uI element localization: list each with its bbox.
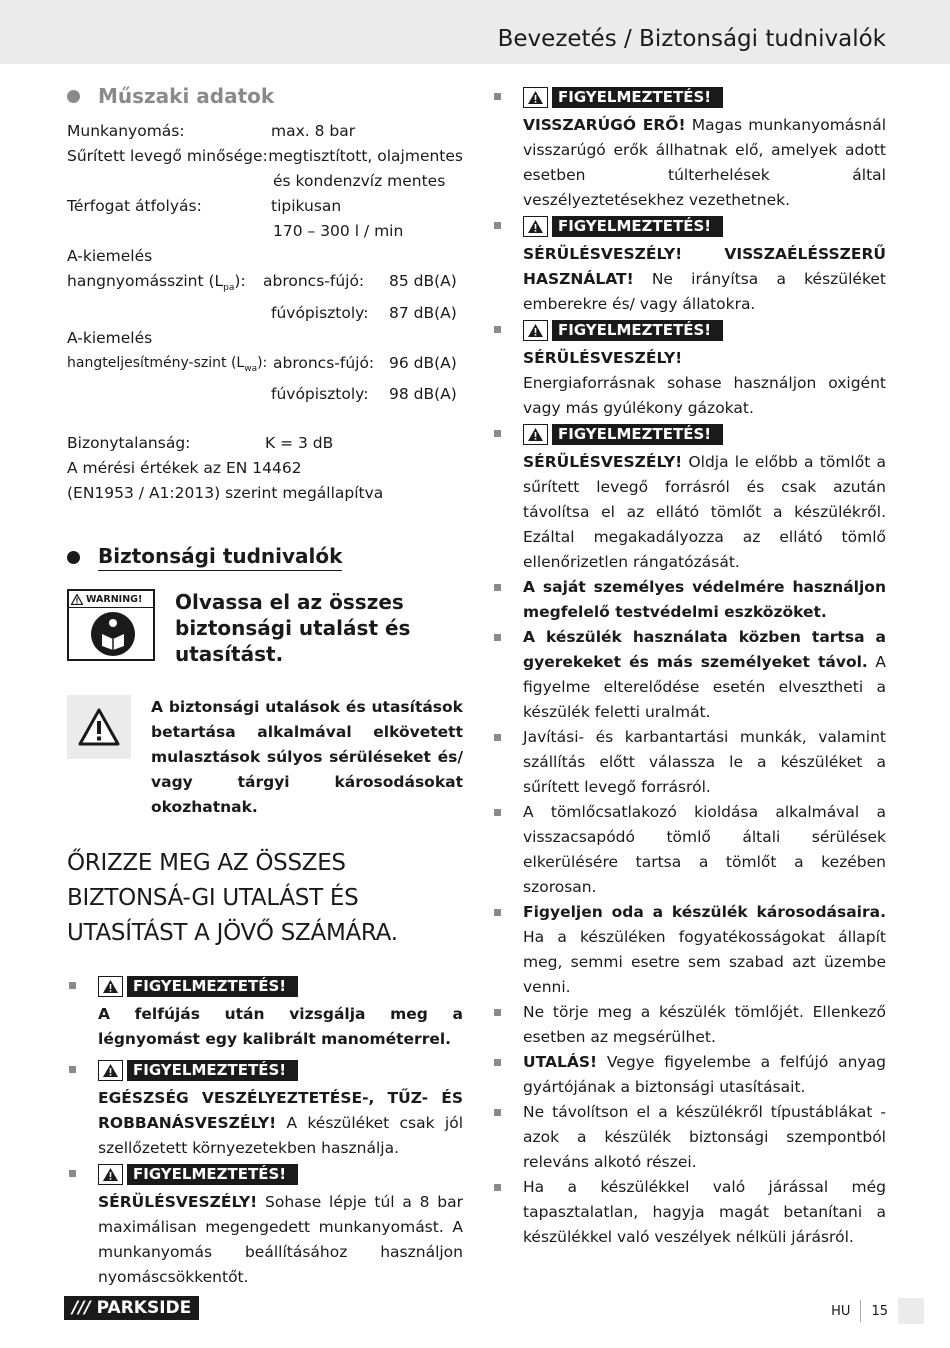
item-text: A figyelme elterelődése esetén elvesztheti a készülék feletti uralmát. [523,653,887,721]
noise-value: 87 dB(A) [389,304,457,322]
warning-triangle-icon [98,1164,123,1185]
item-bold: VISSZARÚGÓ ERŐ! [523,116,686,134]
tech-value: megtisztított, olajmentes [268,147,463,165]
warning-read-manual-icon [67,589,155,661]
list-item [67,1057,463,1161]
item-text: Ha a készülékkel való járással még tapasztalatlan, hagyja magát betanítani a készülékkel való veszélyek nélküli járásról. [523,1178,886,1246]
noise-device: abroncs-fújó: [263,272,365,290]
noise-label: hangnyomásszint (L [67,272,224,290]
list-item [492,900,886,1000]
tech-table [67,119,463,506]
logo-slashes: /// [72,1298,91,1318]
bullet-dot-icon [67,551,80,564]
item-bold: SÉRÜLÉSVESZÉLY! [98,1193,258,1211]
parkside-logo [64,1296,199,1320]
right-column [492,84,886,1250]
warning-tag-label: FIGYELMEZTETÉS! [552,216,723,237]
warning-tag [523,87,723,108]
warning-triangle-icon [523,87,548,108]
warning-tag [523,424,723,445]
list-item [492,625,886,725]
warning-tag [523,320,723,341]
safety-heading [67,544,463,571]
list-item [492,421,886,575]
tech-row [67,194,463,219]
noise-row [67,301,463,326]
logo-text: PARKSIDE [96,1298,192,1318]
tech-heading [67,84,463,109]
noise-value: 98 dB(A) [389,385,457,403]
noise-label-end: ): [257,355,268,371]
item-text: Ne irányítsa a készüléket emberekre és/ vagy állatokra. [523,270,886,313]
read-instructions-box [67,589,463,667]
list-item [492,213,886,317]
item-text: Oldja le előbb a tömlőt a sűrített levegő forrásról és csak azután távolítsa el az ellátó tömlőt a készülékről. Ezáltal megakadályozza az ellátó tömlő ellenőrizetlen rángatózását. [523,453,886,571]
tech-row [67,119,463,144]
page-number: 15 [871,1303,888,1319]
noise-value: 96 dB(A) [389,354,457,372]
item-bold: Figyeljen oda a készülék károsodásaira. [523,903,886,921]
item-bold: EGÉSZSÉG VESZÉLYEZTETÉSE-, TŰZ- ÉS ROBBANÁSVESZÉLY! [98,1089,463,1132]
left-column [67,84,463,1290]
item-bold: SÉRÜLÉSVESZÉLY! [523,453,683,471]
tech-value: és kondenzvíz mentes [273,172,446,190]
item-bold: A készülék használata közben tartsa a gyerekeket és más személyeket távol. [523,628,886,671]
list-item [67,1161,463,1290]
list-item [492,800,886,900]
tech-row [67,169,463,194]
safety-note-box [67,695,463,820]
item-text: Sohase lépje túl a 8 bar maximálisan megengedett munkanyomást. A munkanyomás beállításához használjon nyomáscsökkentőt. [98,1193,463,1286]
page-footer [0,1294,950,1324]
uncertainty-value: K = 3 dB [265,434,334,452]
keep-instructions-text: ŐRIZZE MEG AZ ÖSSZES BIZTONSÁ-GI UTALÁST ÉS UTASÍTÁST A JÖVŐ SZÁMÁRA. [67,850,398,946]
warning-triangle-icon [523,320,548,341]
tech-value: max. 8 bar [271,122,356,140]
tech-row [67,144,463,169]
warning-tag [98,976,298,997]
warning-tag-label: FIGYELMEZTETÉS! [127,976,298,997]
a-weighting-label: A-kiemelés [67,329,153,347]
warning-triangle-icon [523,216,548,237]
warning-tag-label: FIGYELMEZTETÉS! [552,424,723,445]
uncertainty-label: Bizonytalanság: [67,434,191,452]
list-item [492,1050,886,1100]
list-item [67,973,463,1052]
warning-tag-label: FIGYELMEZTETÉS! [127,1060,298,1081]
tech-title: Műszaki adatok [98,84,275,108]
left-warning-list [67,973,463,1290]
item-text: A készüléket csak jól szellőzetett környezetekben használja. [98,1114,463,1157]
item-bold: SÉRÜLÉSVESZÉLY! [523,349,683,367]
item-text: Ha a készüléken fogyatékosságokat állapít meg, semmi esetre sem szabad azt üzembe venni. [523,928,886,996]
warning-tag [98,1060,298,1081]
safety-note-text: A biztonsági utalások és utasítások betartása alkalmával elkövetett mulasztások súlyos sérüléseket és/ vagy tárgyi károsodásokat okozhatnak. [151,698,463,816]
warning-triangle-icon [98,1060,123,1081]
measurement-note: (EN1953 / A1:2013) szerint megállapítva [67,484,384,502]
item-bold: SÉRÜLÉSVESZÉLY! VISSZAÉLÉSSZERŰ HASZNÁLAT! [523,245,886,288]
tech-key: Munkanyomás: [67,122,185,140]
read-instructions-text: Olvassa el az összes biztonsági utalást és utasítást. [175,590,411,666]
list-item [492,1100,886,1175]
item-text: Ne törje meg a készülék tömlőjét. Ellenkező esetben az megsérülhet. [523,1003,886,1046]
language-code: HU [831,1303,851,1319]
tech-key [67,169,273,194]
tech-key [67,219,273,244]
measurement-note: A mérési értékek az EN 14462 [67,459,302,477]
warning-triangle-icon [523,424,548,445]
warning-tag-label: FIGYELMEZTETÉS! [127,1164,298,1185]
noise-label-end: ): [234,272,246,290]
noise-row [67,382,463,407]
list-item [492,84,886,213]
noise-sub: pa [223,283,235,293]
page-tab-marker [898,1298,924,1324]
warning-tag [523,216,723,237]
noise-sub: wa [244,364,258,374]
noise-value: 85 dB(A) [389,272,457,290]
list-item [492,575,886,625]
noise-row [67,351,463,382]
warning-triangle-icon [98,976,123,997]
tech-key: Térfogat átfolyás: [67,197,202,215]
noise-row [67,269,463,301]
bullet-dot-icon [67,90,80,103]
page-title: Bevezetés / Biztonsági tudnivalók [497,26,886,52]
warning-tag-label: FIGYELMEZTETÉS! [552,320,723,341]
tech-row [67,219,463,244]
page-number-block [831,1298,924,1324]
list-item [492,1000,886,1050]
item-text: A tömlőcsatlakozó kioldása alkalmával a visszacsapódó tömlő általi sérülések elkerülésére tartsa a tömlőt a kezében szorosan. [523,803,886,896]
warning-tag-label: FIGYELMEZTETÉS! [552,87,723,108]
item-bold: A saját személyes védelmére használjon megfelelő testvédelmi eszközöket. [523,578,886,621]
item-bold: UTALÁS! [523,1053,598,1071]
page-header [0,0,950,64]
item-text: Energiaforrásnak sohase használjon oxigént vagy más gyúlékony gázokat. [523,374,886,417]
noise-label: hangteljesítmény-szint (L [67,355,245,371]
item-text: Javítási- és karbantartási munkák, valamint szállítás előtt válassza le a készüléket a sűrített levegő forrásról. [523,728,886,796]
item-text: Ne távolítson el a készülékről típustáblákat - azok a készülék biztonsági szempontból releváns alkotó részei. [523,1103,886,1171]
safety-title: Biztonsági tudnivalók [98,544,342,571]
list-item [492,317,886,421]
noise-device: fúvópisztoly: [271,385,369,403]
noise-device: fúvópisztoly: [271,304,369,322]
list-item [492,1175,886,1250]
warning-label: WARNING! [86,593,143,605]
tech-key: Sűrített levegő minősége: [67,147,268,165]
list-item [492,725,886,800]
warning-triangle-icon [67,695,131,759]
item-bold: A felfújás után vizsgálja meg a légnyomást egy kalibrált manométerrel. [98,1005,463,1048]
noise-device: abroncs-fújó: [273,354,375,372]
tech-value: tipikusan [271,197,342,215]
tech-value: 170 – 300 l / min [273,222,404,240]
item-text: Vegye figyelembe a felfújó anyag gyártójának a biztonsági utasításait. [523,1053,886,1096]
uncertainty-row [67,431,463,456]
item-text: Magas munkanyomásnál visszarúgó erők állhatnak elő, amelyek adott esetben túlterhelések által veszélyeztetésekhez vezethetnek. [523,116,887,209]
warning-tag [98,1164,298,1185]
a-weighting-label: A-kiemelés [67,247,153,265]
